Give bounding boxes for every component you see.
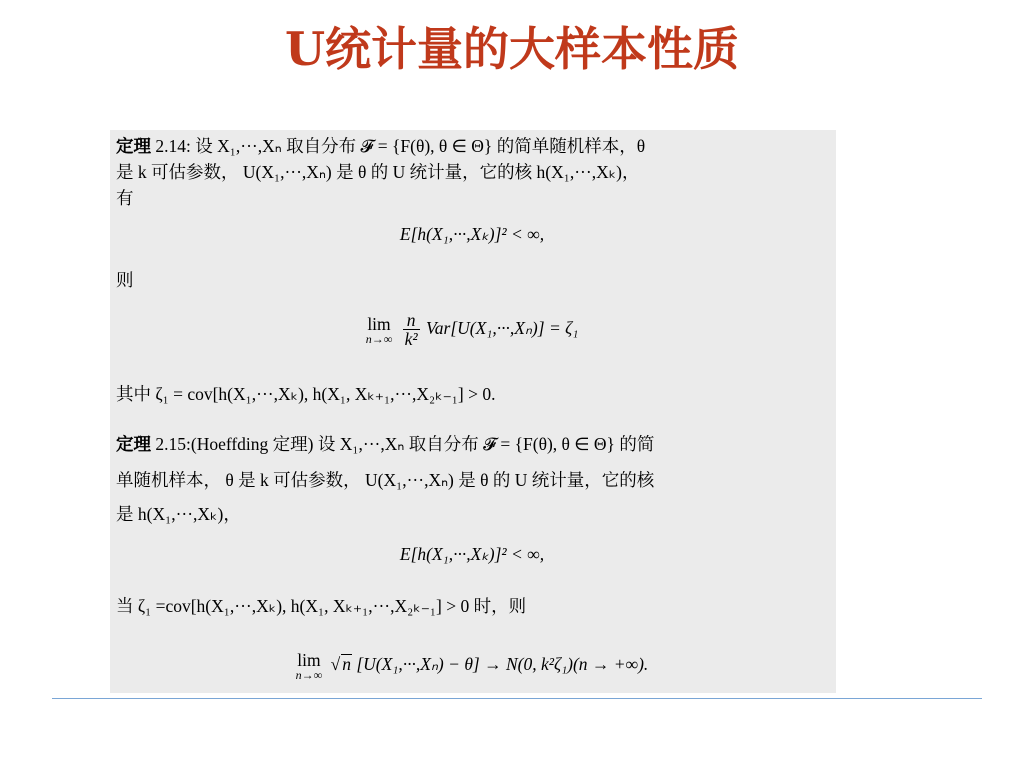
theorem-2-15-equation-1-text: E[h(X₁,···,Xₖ)]² < ∞, [399, 544, 545, 564]
theorem-2-15-line-2-text: 单随机样本， θ 是 k 可估参数， U(X₁,···,Xₙ) 是 θ 的 U 统计量，它的核 [116, 470, 655, 490]
theorem-2-15-equation-2-rest: [U(X₁,···,Xₙ) − θ] → N(0, k²ζ₁)(n → +∞). [356, 654, 649, 674]
theorem-2-15-when [116, 594, 828, 618]
theorem-2-15-equation-1 [116, 542, 828, 566]
theorem-2-15-when-text: 当 ζ₁ =cov[h(X₁,···,Xₖ), h(X₁, Xₖ₊₁,···,X₂ₖ₋₁] > 0 时，则 [116, 596, 527, 616]
theorem-2-14-lim-under: n→∞ [365, 331, 393, 346]
theorem-2-14-line-2-text: 是 k 可估参数， U(X₁,···,Xₙ) 是 θ 的 U 统计量，它的核 h(X₁,···,Xₖ)， [116, 162, 640, 182]
theorem-2-15-sqrt-radicand: n [342, 654, 351, 674]
theorem-2-14-fraction-denominator: k² [404, 329, 418, 350]
sqrt-icon: √ [330, 654, 341, 674]
theorem-2-14-fraction [403, 311, 420, 348]
theorem-2-15-number: 2.15:(Hoeffding 定理) [155, 434, 314, 454]
theorem-2-14-equation-1 [116, 222, 828, 246]
theorem-2-14-where-text: 其中 ζ₁ = cov[h(X₁,···,Xₖ), h(X₁, Xₖ₊₁,···,X₂ₖ₋₁] > 0. [116, 384, 496, 404]
theorem-2-15-lim: lim [297, 649, 321, 670]
theorem-2-15-line-3-text: 是 h(X₁,···,Xₖ)， [116, 504, 241, 524]
theorem-2-15-line-2 [116, 468, 828, 492]
theorem-2-14-fraction-numerator: n [403, 311, 420, 330]
theorem-2-14-line-1 [116, 134, 828, 158]
theorem-2-15-limit [296, 651, 323, 681]
theorem-2-14-lim: lim [367, 313, 391, 334]
theorem-2-14-label: 定理 [116, 136, 151, 156]
slide-title: U统计量的大样本性质 [284, 22, 740, 76]
theorem-2-15-line-1 [116, 432, 828, 456]
theorem-2-14-equation-2-rest: Var[U(X₁,···,Xₙ)] = ζ₁ [426, 318, 579, 338]
theorem-2-15-line-3 [116, 502, 828, 526]
theorem-2-15-equation-2 [116, 644, 828, 684]
theorem-2-14-line-1-text: 设 X₁,···,Xₙ 取自分布 𝓕 = {F(θ), θ ∈ Θ} 的简单随机样本，θ [195, 136, 646, 156]
theorem-2-14-number: 2.14: [155, 136, 191, 156]
theorem-2-14-then-text: 则 [116, 270, 134, 290]
theorem-2-15-line-1-text: 设 X₁,···,Xₙ 取自分布 𝓕 = {F(θ), θ ∈ Θ} 的简 [317, 434, 655, 454]
theorem-2-14-line-2 [116, 160, 828, 184]
theorem-2-14-then [116, 268, 828, 292]
theorem-2-15-lim-under: n→∞ [295, 667, 323, 682]
theorem-2-14-limit [366, 315, 393, 345]
theorem-2-14-line-3-text: 有 [116, 188, 134, 208]
theorem-2-14-equation-2 [116, 308, 828, 348]
theorem-2-14-line-3 [116, 186, 828, 210]
footer-divider [52, 698, 982, 699]
theorem-2-14-where [116, 382, 828, 406]
theorem-2-14-equation-1-text: E[h(X₁,···,Xₖ)]² < ∞, [399, 224, 545, 244]
theorem-box [110, 130, 836, 693]
theorem-2-15-label: 定理 [116, 434, 151, 454]
